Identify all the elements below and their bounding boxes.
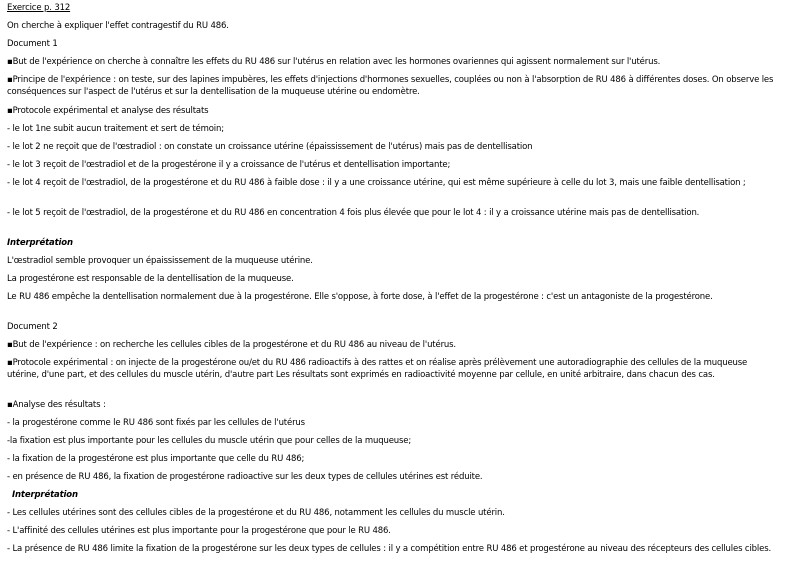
doc2-but: ▪But de l'expérience : on recherche les cellules cibles de la progestérone et du RU 486 au niveau de l'utérus. bbox=[7, 340, 456, 350]
doc1-heading: Document 1 bbox=[7, 39, 58, 49]
lot3-text: - le lot 3 reçoit de l'œstradiol et de la progestérone il y a croissance de l'utérus et dentellisation importante; bbox=[7, 160, 451, 170]
doc2-result2: -la fixation est plus importante pour les cellules du muscle utérin que pour celles de la muqueuse; bbox=[7, 436, 412, 446]
doc2-interp2: - L'affinité des cellules utérines est plus importante pour la progestérone que pour le RU 486. bbox=[7, 526, 391, 536]
doc2-result4: - en présence de RU 486, la fixation de progestérone radioactive sur les deux types de cellules utérines est réduite. bbox=[7, 472, 483, 482]
doc2-result3: - la fixation de la progestérone est plus importante que celle du RU 486; bbox=[7, 454, 305, 464]
doc1-interpretation-heading: Interprétation bbox=[7, 238, 73, 248]
doc2-result1: - la progestérone comme le RU 486 sont fixés par les cellules de l'utérus bbox=[7, 418, 305, 428]
intro-text: On cherche à expliquer l'effet contragestif du RU 486. bbox=[7, 21, 229, 31]
doc2-protocole: ▪Protocole expérimental : on injecte de la progestérone ou/et du RU 486 radioactifs à des rattes et on réalise après prélèvement une autoradiographie des cellules de la muqueuse utérine, d'une part, et des cellules du muscle utérin, d'autre part Les résultats sont exprimés en radioactivité moyenne par cellule, en unité arbitraire, dans chacun des cas. bbox=[7, 358, 748, 380]
doc2-heading: Document 2 bbox=[7, 322, 58, 332]
doc1-but: ▪But de l'expérience on cherche à connaître les effets du RU 486 sur l'utérus en relation avec les hormones ovariennes qui agissent normalement sur l'utérus. bbox=[7, 57, 661, 67]
lot1-text: - le lot 1ne subit aucun traitement et sert de témoin; bbox=[7, 124, 224, 134]
doc1-interp2: La progestérone est responsable de la dentellisation de la muqueuse. bbox=[7, 274, 294, 284]
doc1-protocole: ▪Protocole expérimental et analyse des résultats bbox=[7, 106, 209, 116]
lot4-text: - le lot 4 reçoit de l'œstradiol, de la progestérone et du RU 486 à faible dose : il y a une croissance utérine, qui est même supérieure à celle du lot 3, mais une faible dentellisation ; bbox=[7, 178, 746, 188]
doc2-interp1: - Les cellules utérines sont des cellules cibles de la progestérone et du RU 486, notamment les cellules du muscle utérin. bbox=[7, 508, 505, 518]
exercise-title: Exercice p. 312 bbox=[7, 3, 71, 13]
doc1-interp3: Le RU 486 empêche la dentellisation normalement due à la progestérone. Elle s'oppose, à forte dose, à l'effet de la progestérone : c'est un antagoniste de la progestérone. bbox=[7, 292, 713, 302]
lot5-text: - le lot 5 reçoit de l'œstradiol, de la progestérone et du RU 486 en concentration 4 fois plus élevée que pour le lot 4 : il y a croissance utérine mais pas de dentellisation. bbox=[7, 208, 700, 218]
lot2-text: - le lot 2 ne reçoit que de l'œstradiol : on constate un croissance utérine (épaississement de l'utérus) mais pas de dentellisation bbox=[7, 142, 533, 152]
doc2-analyse: ▪Analyse des résultats : bbox=[7, 400, 106, 410]
doc2-interp3: - La présence de RU 486 limite la fixation de la progestérone sur les deux types de cellules : il y a compétition entre RU 486 et progestérone au niveau des récepteurs des cellules cibles. bbox=[7, 544, 772, 554]
doc2-interpretation-heading: Interprétation bbox=[12, 490, 78, 500]
doc1-principe: ▪Principe de l'expérience : on teste, sur des lapines impubères, les effets d'injections d'hormones sexuelles, couplées ou non à l'absorption de RU 486 à différentes doses. On observe les conséquences sur l'aspect de l'utérus et sur la dentellisation de la muqueuse utérine ou endomètre. bbox=[7, 75, 774, 97]
doc1-interp1: L'œstradiol semble provoquer un épaississement de la muqueuse utérine. bbox=[7, 256, 313, 266]
